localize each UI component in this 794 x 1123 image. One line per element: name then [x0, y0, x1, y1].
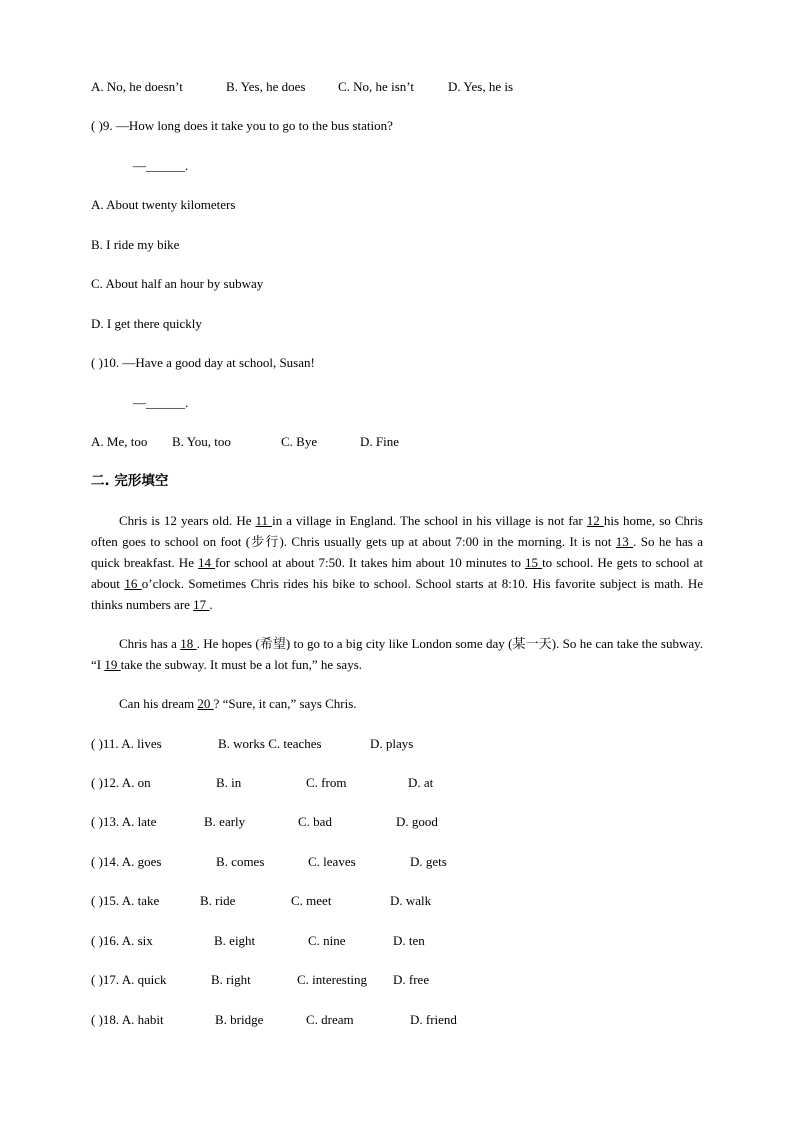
q17-c: C. interesting	[297, 972, 368, 987]
q12-b: B. in	[216, 775, 242, 790]
q10-option-b: B. You, too	[172, 434, 231, 449]
q14-d: D. gets	[410, 854, 447, 869]
q16-a: ( )16. A. six	[91, 933, 153, 948]
q16-b: B. eight	[214, 933, 256, 948]
blank-17: 17	[193, 597, 210, 612]
blank-12: 12	[586, 513, 604, 528]
q15-b: B. ride	[200, 893, 236, 908]
q11-a: ( )11. A. lives	[91, 736, 162, 751]
blank-19: 19	[104, 657, 121, 672]
blank-14: 14	[198, 555, 216, 570]
q14-c: C. leaves	[308, 854, 356, 869]
q10-option-d: D. Fine	[360, 434, 399, 449]
cloze-passage-paragraph-1: Chris is 12 years old. He 11 in a village in England. The school in his village is not far 12 his home, so Chris often goes to school on foot (步行). Chris usually gets up at about 7:00 in the morning. It is not 13 . So he has a quick breakfast. He 14 for school at about 7:50. It takes him about 10 minutes to 15 to school. He gets to school at about 16 o’clock. Sometimes Chris rides his bike to school. School starts at 8:10. His favorite subject is math. He thinks numbers are 17 .	[91, 513, 704, 612]
blank-11: 11	[255, 513, 273, 528]
q16-c: C. nine	[308, 933, 346, 948]
blank-20: 20	[197, 696, 214, 711]
q15-d: D. walk	[390, 893, 432, 908]
cloze-passage-paragraph-3: Can his dream 20 ? “Sure, it can,” says Chris.	[119, 696, 357, 711]
q14-a: ( )14. A. goes	[91, 854, 162, 869]
q13-c: C. bad	[298, 814, 332, 829]
q15-c: C. meet	[291, 893, 332, 908]
q16-d: D. ten	[393, 933, 425, 948]
blank-15: 15	[525, 555, 543, 570]
q8-option-b: B. Yes, he does	[226, 79, 306, 94]
q14-b: B. comes	[216, 854, 265, 869]
q18-a: ( )18. A. habit	[91, 1012, 164, 1027]
q9-option-a: A. About twenty kilometers	[91, 197, 236, 212]
q13-b: B. early	[204, 814, 246, 829]
q10-stem: ( )10. —Have a good day at school, Susan!	[91, 355, 315, 370]
q8-option-a: A. No, he doesn’t	[91, 79, 183, 94]
q17-a: ( )17. A. quick	[91, 972, 167, 987]
q18-b: B. bridge	[215, 1012, 264, 1027]
q18-d: D. friend	[410, 1012, 457, 1027]
q12-c: C. from	[306, 775, 347, 790]
q8-option-d: D. Yes, he is	[448, 79, 514, 94]
blank-16: 16	[124, 576, 142, 591]
blank-13: 13	[615, 534, 634, 549]
q9-option-b: B. I ride my bike	[91, 237, 180, 252]
q9-stem: ( )9. —How long does it take you to go to the bus station?	[91, 118, 393, 133]
blank-18: 18	[180, 636, 197, 651]
q13-a: ( )13. A. late	[91, 814, 157, 829]
section-title: 二. 完形填空	[91, 473, 169, 489]
q15-a: ( )15. A. take	[91, 893, 160, 908]
q10-answer-line: —______.	[133, 395, 189, 410]
q17-b: B. right	[211, 972, 251, 987]
q10-option-c: C. Bye	[281, 434, 318, 449]
q12-a: ( )12. A. on	[91, 775, 151, 790]
q18-c: C. dream	[306, 1012, 354, 1027]
q8-option-c: C. No, he isn’t	[338, 79, 414, 94]
q11-d: D. plays	[370, 736, 414, 751]
q17-d: D. free	[393, 972, 430, 987]
q11-b-c: B. works C. teaches	[218, 736, 322, 751]
q9-option-c: C. About half an hour by subway	[91, 276, 264, 291]
q10-option-a: A. Me, too	[91, 434, 148, 449]
q12-d: D. at	[408, 775, 434, 790]
q13-d: D. good	[396, 814, 438, 829]
q9-option-d: D. I get there quickly	[91, 316, 202, 331]
q9-answer-line: —______.	[133, 158, 189, 173]
cloze-passage-paragraph-2: Chris has a 18 . He hopes (希望) to go to a big city like London some day (某一天). So he can take the subway. “I 19 take the subway. It must be a lot fun,” he says.	[91, 636, 704, 672]
